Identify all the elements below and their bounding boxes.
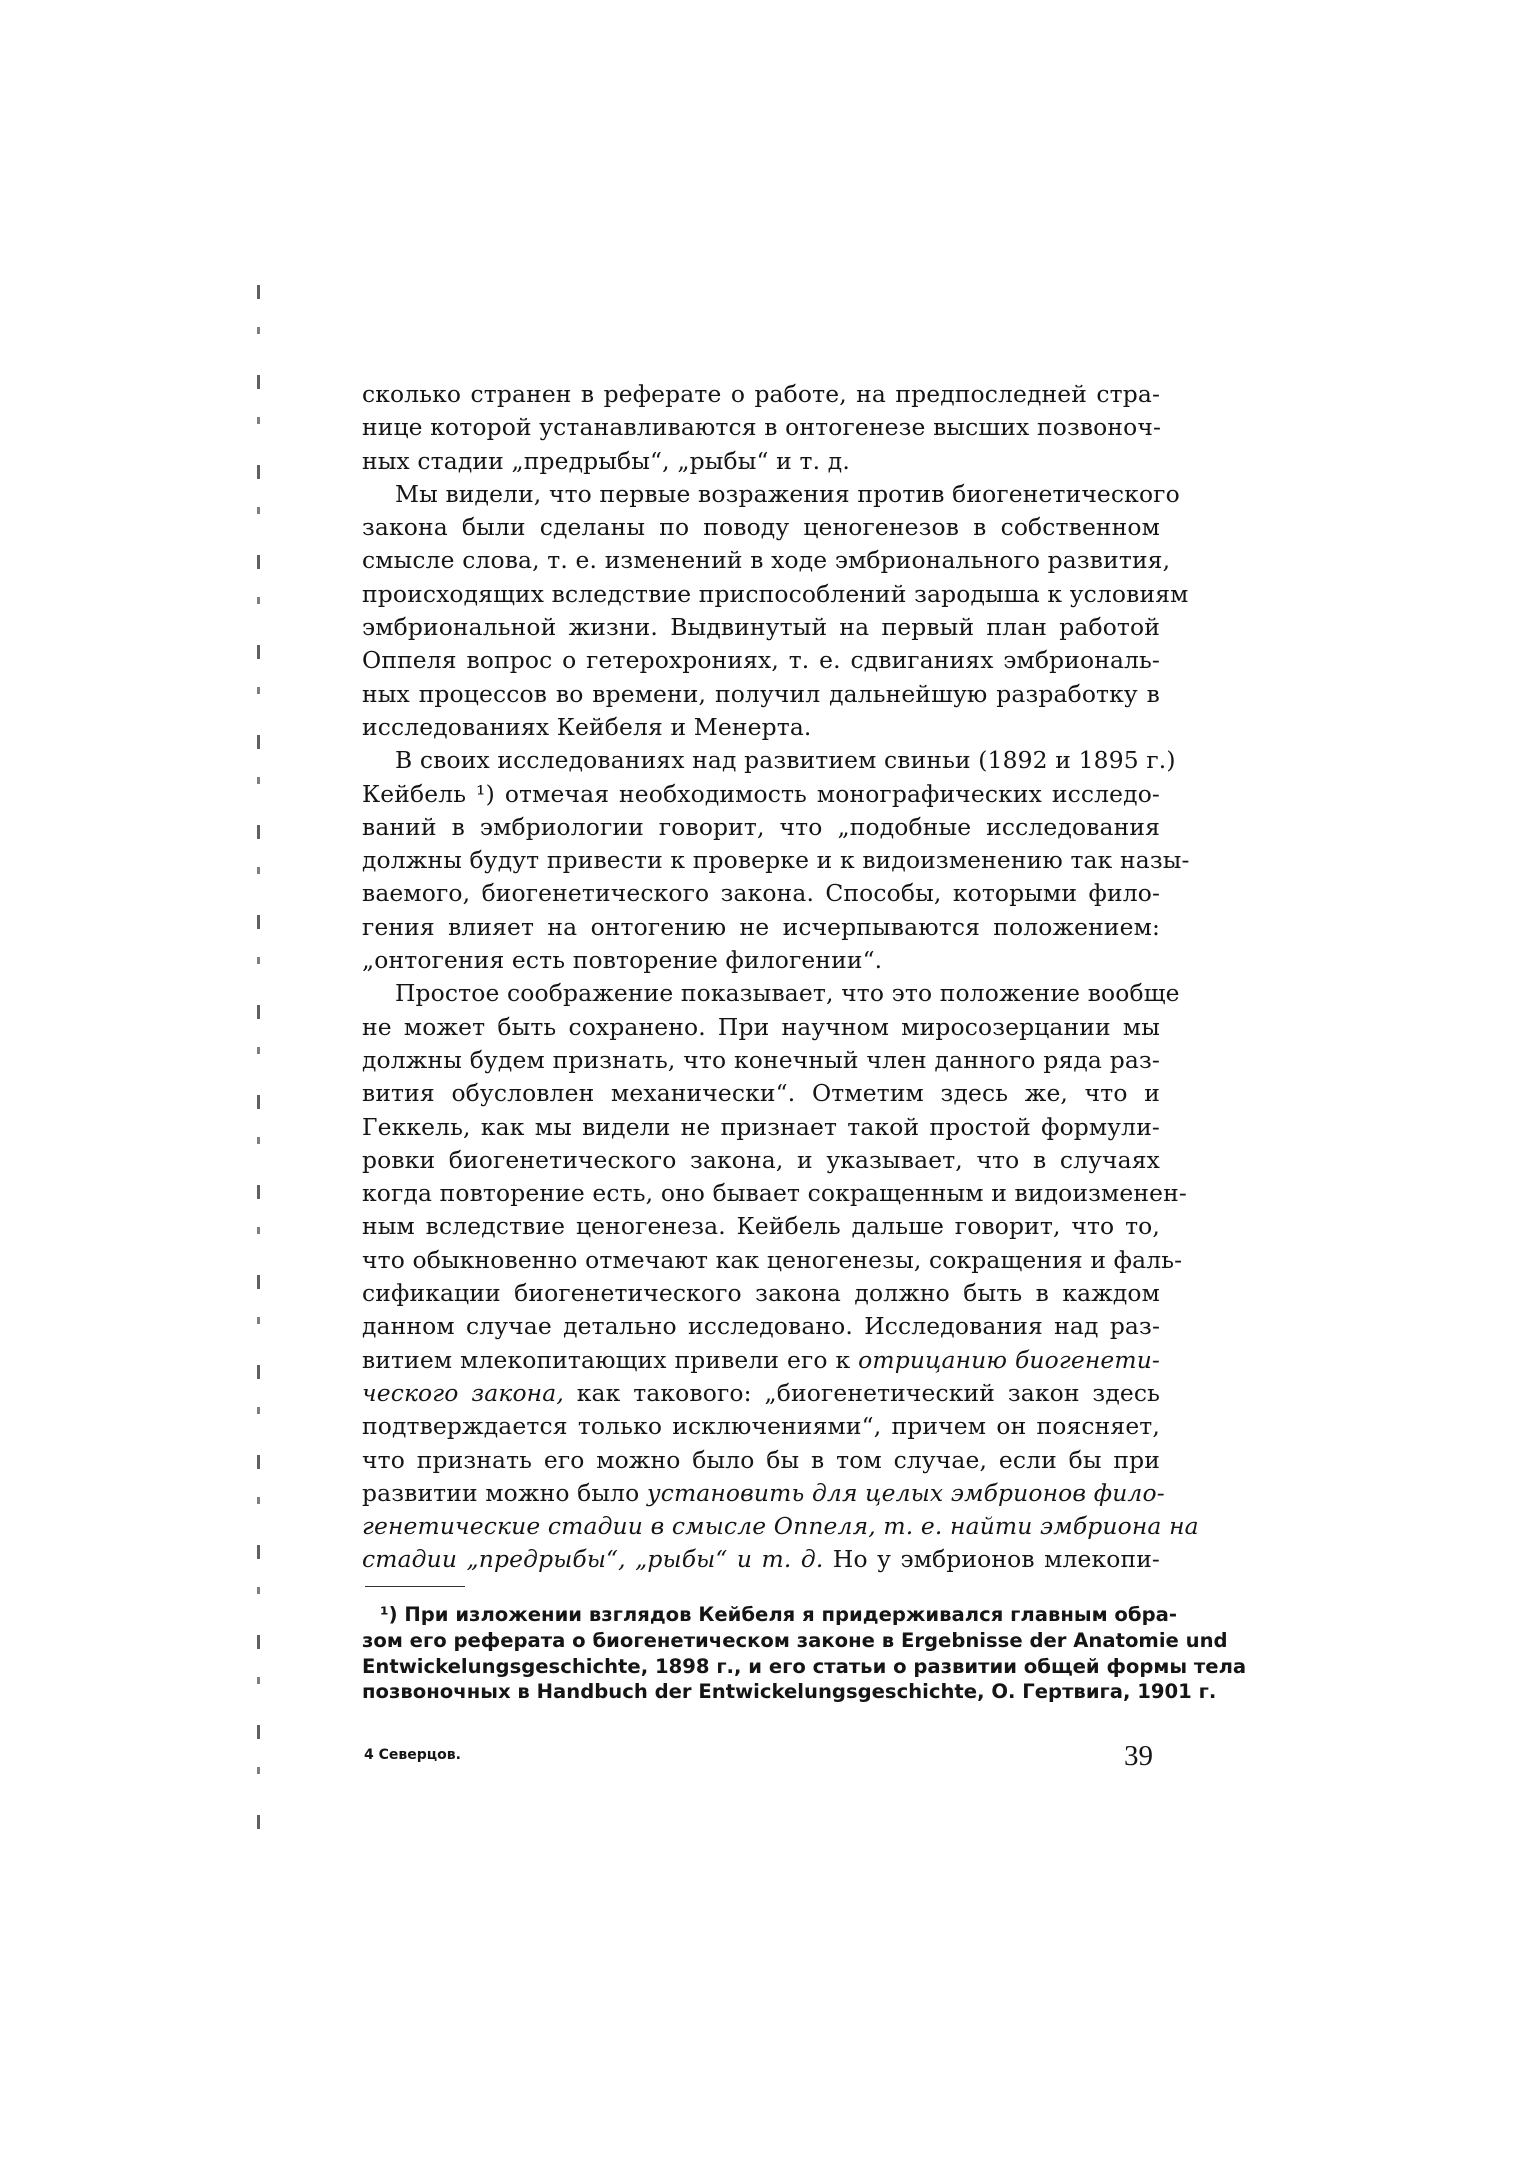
paragraph-2	[362, 478, 1189, 744]
paragraph-4-line-18	[362, 1543, 1160, 1576]
paragraph-4-line-1: Простое соображение показывает, что это положение вообще	[395, 979, 1180, 1008]
paragraph-2-line-1: Мы видели, что первые возражения против биогенетического	[395, 479, 1180, 508]
paragraph-4-line-16-regular: развитии можно было	[362, 1478, 640, 1507]
paragraph-4-line-2: не может быть сохранено. При научном миросозерцании мы	[362, 1012, 1160, 1041]
paragraph-4-line-11: данном случае детально исследовано. Исследования над раз-	[362, 1312, 1160, 1341]
paragraph-4-line-7: когда повторение есть, оно бывает сокращенным и видоизменен-	[362, 1179, 1187, 1208]
paragraph-2-line-3: смысле слова, т. е. изменений в ходе эмбрионального развития,	[362, 546, 1171, 575]
paragraph-4-line-18-italic: стадии „предрыбы“, „рыбы“ и т. д.	[362, 1545, 824, 1574]
paragraph-4-line-13-italic: ческого закона,	[362, 1378, 564, 1407]
paragraph-4-line-18-regular: Но у эмбрионов млекопи-	[832, 1545, 1160, 1574]
paragraph-3-line-3: ваний в эмбриологии говорит, что „подобные исследования	[362, 812, 1160, 841]
paragraph-3-line-6: гения влияет на онтогению не исчерпываются положением:	[362, 912, 1160, 941]
paragraph-4-line-16-italic: установить для целых эмбрионов фило-	[646, 1478, 1165, 1507]
paragraph-4-line-12	[362, 1344, 1160, 1377]
paragraph-1-line-2: нице которой устанавливаются в онтогенезе высших позвоноч-	[362, 413, 1162, 442]
paragraph-3-line-7: „онтогения есть повторение филогении“.	[362, 946, 883, 975]
footnote-line-2: зом его реферата о биогенетическом законе в Ergebnisse der Anatomie und	[362, 1628, 1228, 1652]
paragraph-2-line-4: происходящих вследствие приспособлений зародыша к условиям	[362, 579, 1189, 608]
paragraph-4-line-10: сификации биогенетического закона должно быть в каждом	[362, 1279, 1160, 1308]
paragraph-4-line-15: что признать его можно было бы в том случае, если бы при	[362, 1445, 1160, 1474]
page-footer	[362, 1740, 1160, 1774]
paragraph-2-line-8: исследованиях Кейбеля и Менерта.	[362, 712, 812, 741]
paragraph-4	[362, 977, 1199, 1576]
paragraph-3	[362, 744, 1190, 977]
paragraph-4-line-17: генетические стадии в смысле Оппеля, т. е. найти эмбриона на	[362, 1512, 1199, 1541]
paragraph-4-line-3: должны будем признать, что конечный член данного ряда раз-	[362, 1045, 1160, 1074]
page-number: 39	[1124, 1740, 1153, 1772]
paragraph-2-line-6: Оппеля вопрос о гетерохрониях, т. е. сдвиганиях эмбриональ-	[362, 646, 1160, 675]
paragraph-2-line-2: закона были сделаны по поводу ценогенезов в собственном	[362, 513, 1160, 542]
paragraph-1-line-3: ных стадии „предрыбы“, „рыбы“ и т. д.	[362, 446, 850, 475]
paragraph-2-line-7: ных процессов во времени, получил дальнейшую разработку в	[362, 679, 1160, 708]
paragraph-4-line-6: ровки биогенетического закона, и указывает, что в случаях	[362, 1145, 1160, 1174]
paragraph-4-line-8: ным вследствие ценогенеза. Кейбель дальше говорит, что то,	[362, 1212, 1160, 1241]
paragraph-4-line-12-italic: отрицанию биогенети-	[858, 1345, 1160, 1374]
paragraph-4-line-13-regular: как такового: „биогенетический закон здесь	[576, 1378, 1160, 1407]
paragraph-4-line-12-regular: витием млекопитающих привели его к	[362, 1345, 851, 1374]
footnote-line-4: позвоночных в Handbuch der Entwickelungsgeschichte, О. Гертвига, 1901 г.	[362, 1680, 1217, 1704]
paragraph-3-line-2: Кейбель ¹) отмечая необходимость монографических исследо-	[362, 779, 1160, 808]
paragraph-3-line-4: должны будут привести к проверке и к видоизменению так назы-	[362, 846, 1190, 875]
paragraph-4-line-5: Геккель, как мы видели не признает такой простой формули-	[362, 1112, 1160, 1141]
paragraph-3-line-5: ваемого, биогенетического закона. Способы, которыми фило-	[362, 879, 1160, 908]
paragraph-2-line-5: эмбриональной жизни. Выдвинутый на первый план работой	[362, 613, 1160, 642]
printer-signature: 4 Северцов.	[364, 1747, 461, 1763]
paragraph-4-line-14: подтверждается только исключениями“, причем он поясняет,	[362, 1412, 1160, 1441]
paragraph-4-line-16	[362, 1477, 1165, 1510]
footnote-line-3: Entwickelungsgeschichte, 1898 г., и его статьи о развитии общей формы тела	[362, 1654, 1247, 1678]
footnote	[362, 1602, 1247, 1705]
paragraph-4-line-9: что обыкновенно отмечают как ценогенезы, сокращения и фаль-	[362, 1245, 1183, 1274]
paragraph-1	[362, 378, 1160, 478]
paragraph-4-line-4: вития обусловлен механически“. Отметим здесь же, что и	[362, 1079, 1160, 1108]
page-body	[362, 378, 1199, 1577]
paragraph-3-line-1: В своих исследованиях над развитием свиньи (1892 и 1895 г.)	[395, 746, 1176, 775]
scan-binding-edge	[257, 285, 260, 1830]
footnote-rule	[365, 1586, 465, 1587]
footnote-line-1: ¹) При изложении взглядов Кейбеля я придерживался главным обра-	[380, 1603, 1177, 1626]
paragraph-1-line-1: сколько странен в реферате о работе, на предпоследней стра-	[362, 380, 1160, 408]
paragraph-4-line-13	[362, 1377, 1160, 1410]
